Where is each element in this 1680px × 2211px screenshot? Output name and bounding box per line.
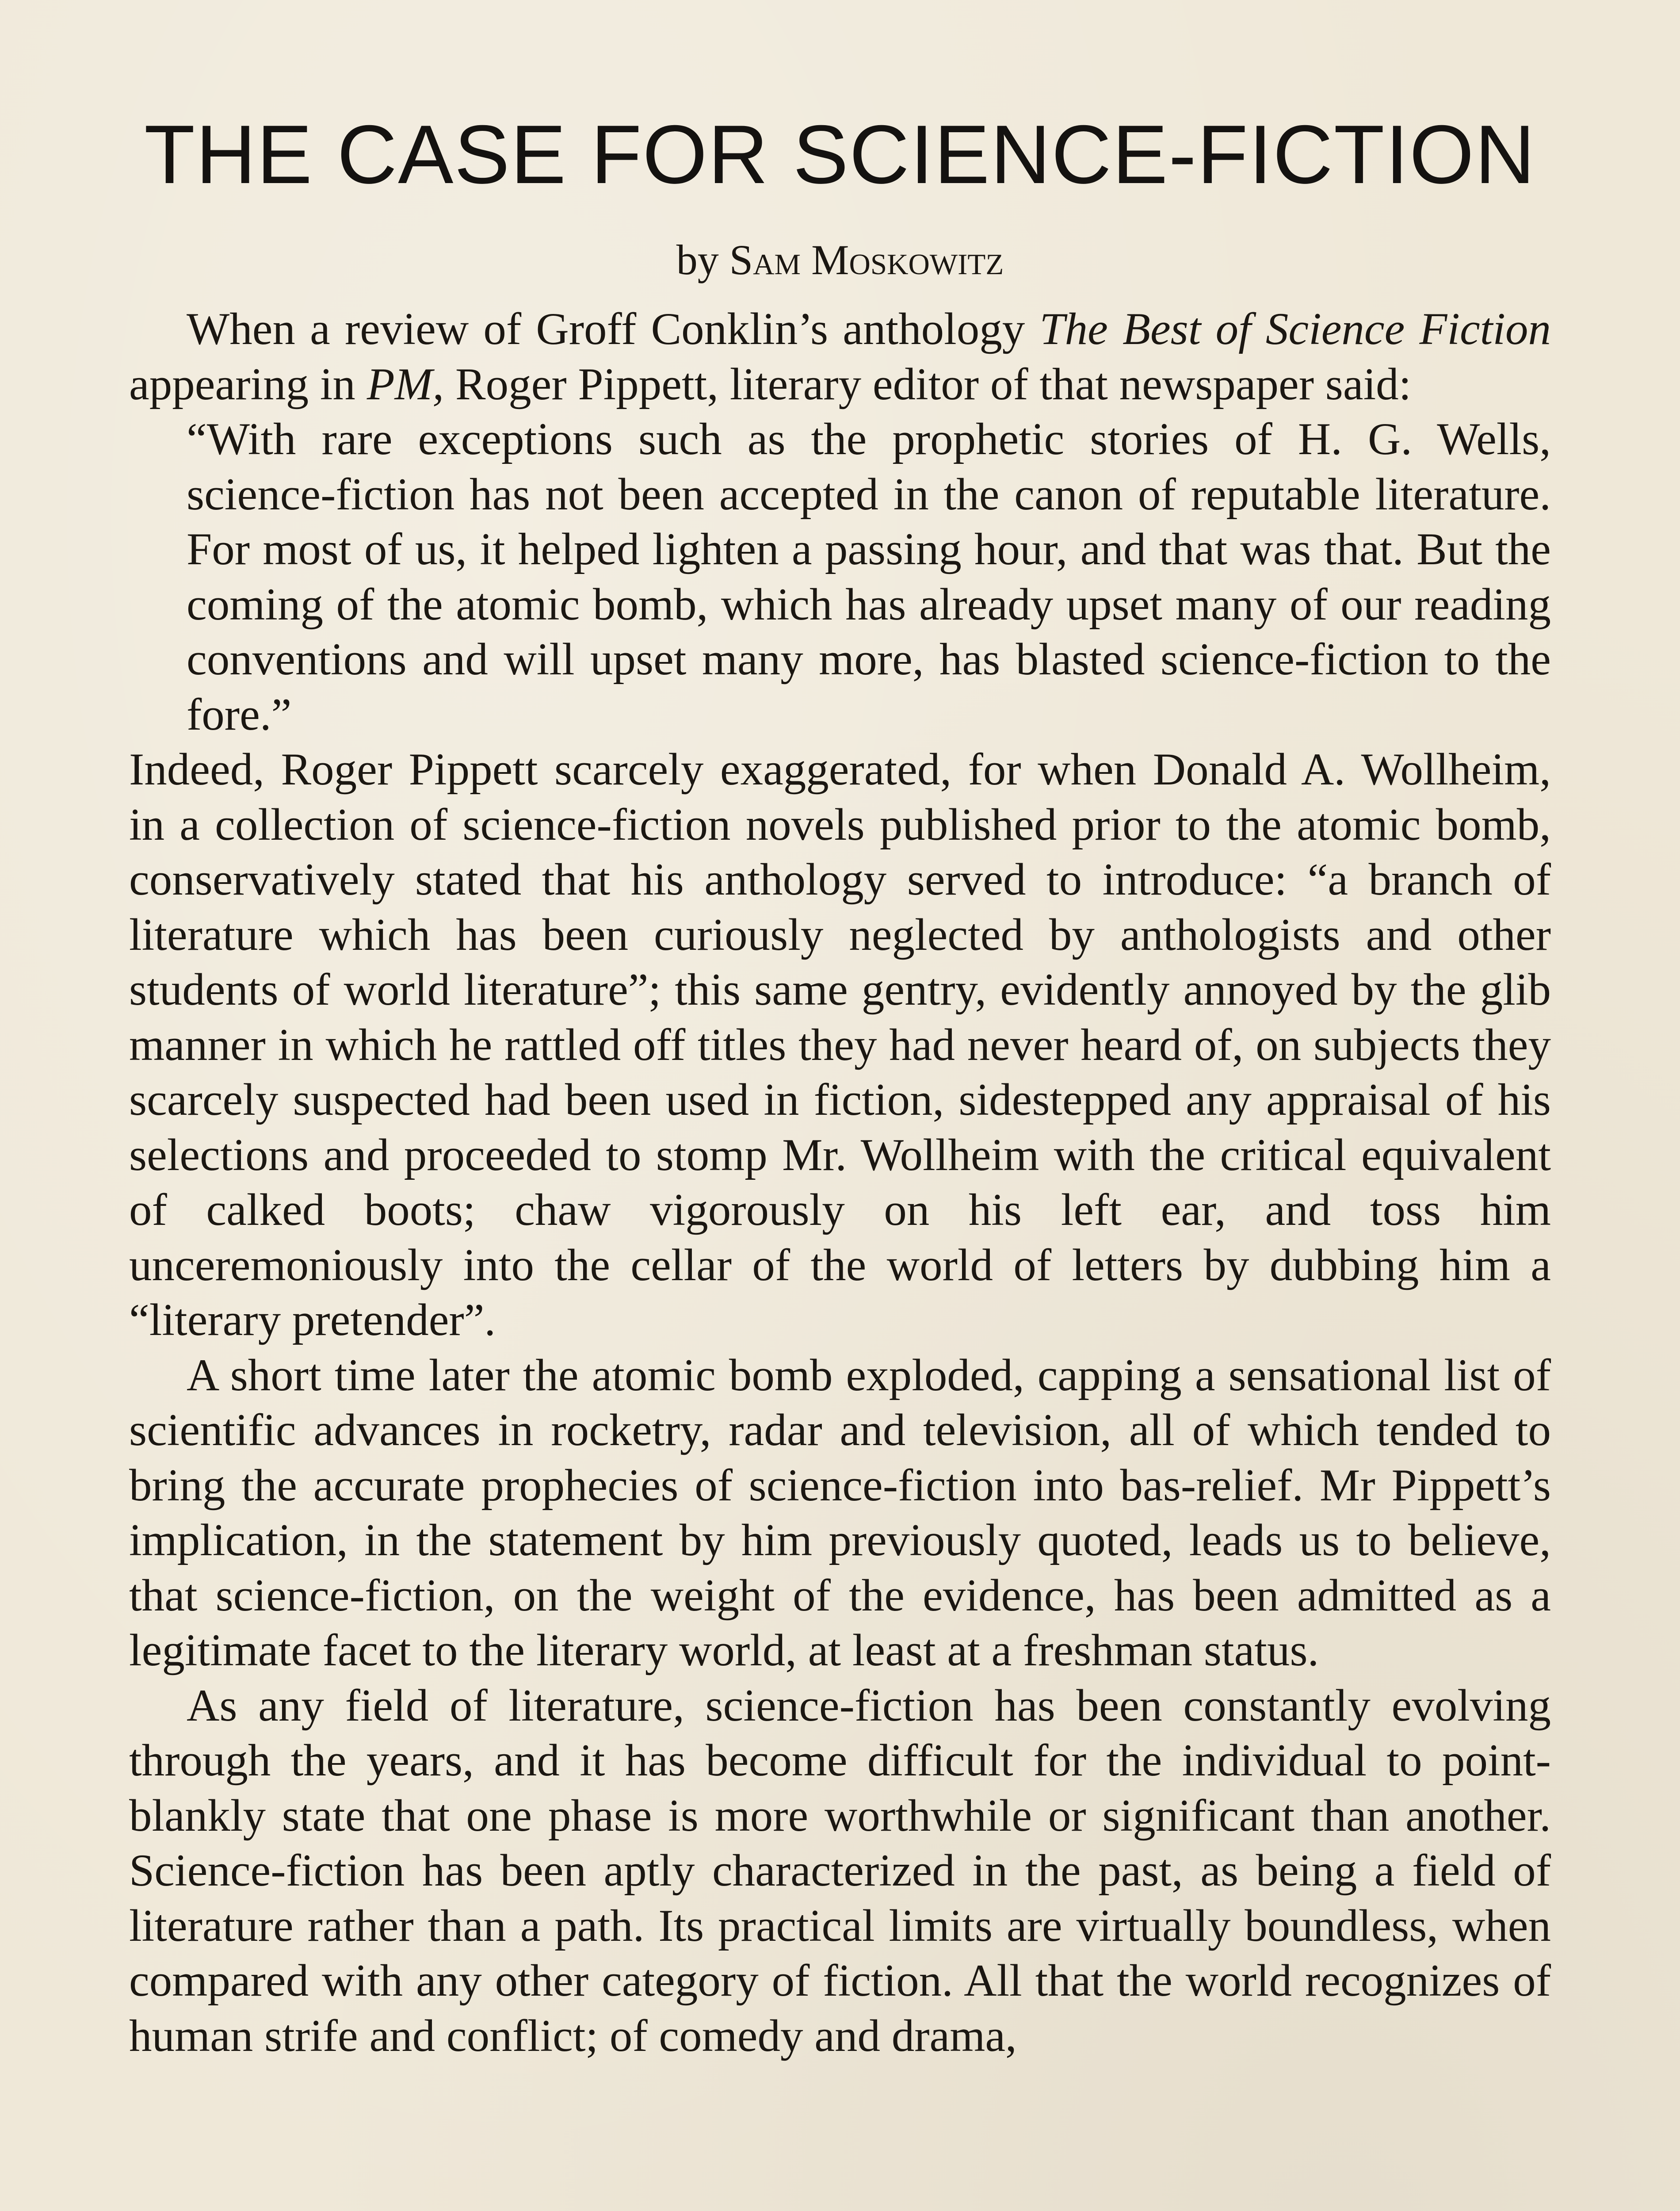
intro-text-b: appearing in	[129, 359, 367, 409]
paragraph-intro	[129, 302, 1551, 412]
author-name: Sam Moskowitz	[729, 236, 1004, 283]
intro-text-a: When a review of Groff Conklin’s anthology	[187, 304, 1040, 354]
anthology-title: The Best of Science Fiction	[1039, 304, 1551, 354]
article-title: THE CASE FOR SCIENCE-FICTION	[144, 108, 1536, 201]
paragraph-atomic-bomb: A short time later the atomic bomb exploded, capping a sensational list of scientific advances in rocketry, radar and television, all of which tended to bring the accurate prophecies of science-fiction into bas-relief. Mr Pippett’s implication, in the statement by him previously quoted, leads us to believe, that science-fiction, on the weight of the evidence, has been admitted as a legitimate facet to the literary world, at least at a freshman status.	[129, 1350, 1551, 1675]
pippett-quote: “With rare exceptions such as the prophetic stories of H. G. Wells, science-fiction has not been accepted in the canon of reputable literature. For most of us, it helped lighten a passing hour, and that was that. But the coming of the atomic bomb, which has already upset many of our reading conventions and will upset many more, has blasted science-fiction to the fore.”	[187, 414, 1551, 740]
newspaper-name: PM,	[367, 359, 444, 409]
byline-prefix: by	[676, 236, 719, 283]
paragraph-evolving-field: As any field of literature, science-fiction has been constantly evolving through the years, and it has become difficult for the individual to point-blankly state that one phase is more worthwhile or significant than another. Science-fiction has been aptly characterized in the past, as being a field of literature rather than a path. Its practical limits are virtually boundless, when compared with any other category of fiction. All that the world recognizes of human strife and conflict; of comedy and drama,	[129, 1680, 1551, 2061]
intro-text-c: Roger Pippett, literary editor of that newspaper said:	[444, 359, 1412, 409]
byline	[0, 236, 1680, 283]
paragraph-wollheim: Indeed, Roger Pippett scarcely exaggerated, for when Donald A. Wollheim, in a collection of science-fiction novels published prior to the atomic bomb, conservatively stated that his anthology served to introduce: “a branch of literature which has been curiously neglected by anthologists and other students of world literature”; this same gentry, evidently annoyed by the glib manner in which he rattled off titles they had never heard of, on subjects they scarcely suspected had been used in fiction, sidestepped any appraisal of his selections and proceeded to stomp Mr. Wollheim with the critical equivalent of calked boots; chaw vigorously on his left ear, and toss him unceremoniously into the cellar of the world of letters by dubbing him a “literary pretender”.	[129, 744, 1551, 1345]
article-body	[129, 302, 1551, 2063]
